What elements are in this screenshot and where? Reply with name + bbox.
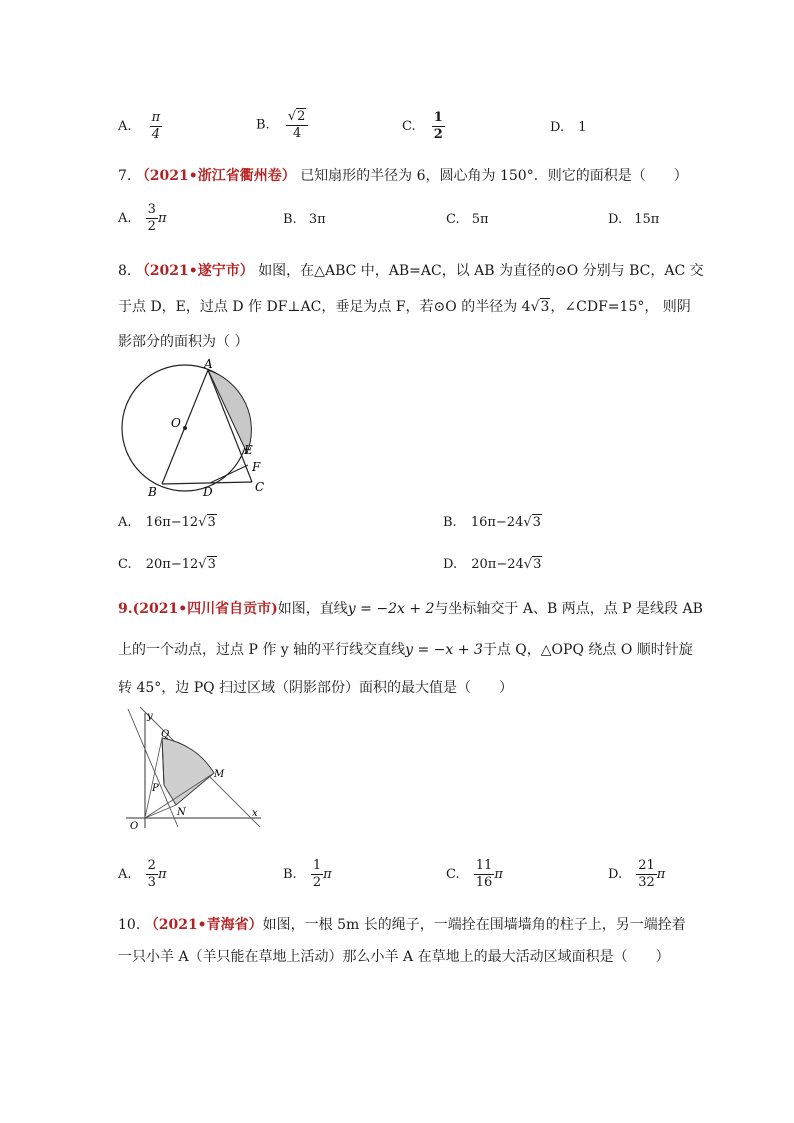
q6-option-b: B. $\frac{√2}{4}$ [256, 108, 308, 142]
label-n: N [177, 807, 186, 818]
segment-df [210, 465, 248, 483]
label-m: M [214, 769, 225, 780]
q9-figure [118, 705, 268, 835]
q7-option-b: B. 3π [283, 212, 326, 227]
label-o: O [171, 416, 181, 430]
q9-stem-line1: 9.(2021•四川省自贡市)如图，直线y = −2x + 2与坐标轴交于 A、B 两点，点 P 是线段 AB [118, 601, 703, 617]
q9-option-a: A. $\frac{2}{3}$ π [118, 858, 167, 890]
shaded-segment [208, 370, 251, 453]
ray-oq [145, 738, 162, 818]
q9-option-c: C. $\frac{11}{16}$ π [446, 858, 503, 890]
label-f: F [252, 460, 261, 474]
q8-stem-line2: 于点 D，E，过点 D 作 DF⊥AC，垂足为点 F，若⊙O 的半径为 4√3，∠CDF=15°， 则阴 [118, 299, 691, 315]
label-e: E [244, 443, 253, 457]
q8-stem-line1: 8. （2021•遂宁市） 如图，在△ABC 中，AB=AC，以 AB 为直径的⊙O 分别与 BC，AC 交 [118, 263, 704, 279]
label-q: Q [161, 729, 170, 740]
center-o [183, 426, 187, 430]
q9-stem-line3: 转 45°，边 PQ 扫过区域（阴影部份）面积的最大值是（ ） [118, 680, 514, 696]
q6-option-a: A. $\frac{\pi}{4}$ [118, 110, 161, 142]
label-x: x [252, 808, 258, 819]
q6-option-c: C. $\frac{1}{2}$ [402, 110, 443, 142]
q7-option-c: C. 5π [446, 212, 489, 227]
q8-option-d: D. 20π−24√3 [443, 557, 542, 572]
label-o: O [130, 821, 139, 832]
label-y: y [147, 711, 153, 722]
label-b: B [148, 485, 157, 499]
q7-option-d: D. 15π [608, 212, 660, 227]
label-c: C [255, 480, 265, 494]
q9-option-b: B. $\frac{1}{2}$ π [283, 858, 332, 890]
label-d: D [203, 485, 213, 499]
q8-option-c: C. 20π−12√3 [118, 557, 216, 572]
q8-option-b: B. 16π−24√3 [443, 515, 541, 530]
side-bc [162, 482, 252, 484]
q7-option-a: A. $\frac{3}{2}$ π [118, 202, 167, 234]
q10-stem-line2: 一只小羊 A（羊只能在草地上活动）那么小羊 A 在草地上的最大活动区域面积是（ ） [118, 949, 670, 965]
q8-option-a: A. 16π−12√3 [118, 515, 216, 530]
label-p: P [152, 783, 159, 794]
q8-figure [118, 355, 278, 505]
q10-stem-line1: 10. （2021•青海省）如图，一根 5m 长的绳子，一端拴在围墙墙角的柱子上，另一端拴着 [118, 917, 686, 933]
q7-stem: 7. （2021•浙江省衢州卷） 已知扇形的半径为 6，圆心角为 150°．则它的面积是（ ） [118, 168, 688, 184]
q9-stem-line2: 上的一个动点，过点 P 作 y 轴的平行线交直线y = −x + 3于点 Q，△OPQ 绕点 O 顺时针旋 [118, 642, 693, 658]
label-a: A [204, 357, 213, 371]
q6-option-d: D. 1 [550, 120, 587, 135]
q9-option-d: D. $\frac{21}{32}$ π [608, 858, 666, 890]
q8-stem-line3: 影部分的面积为（ ） [118, 334, 249, 350]
